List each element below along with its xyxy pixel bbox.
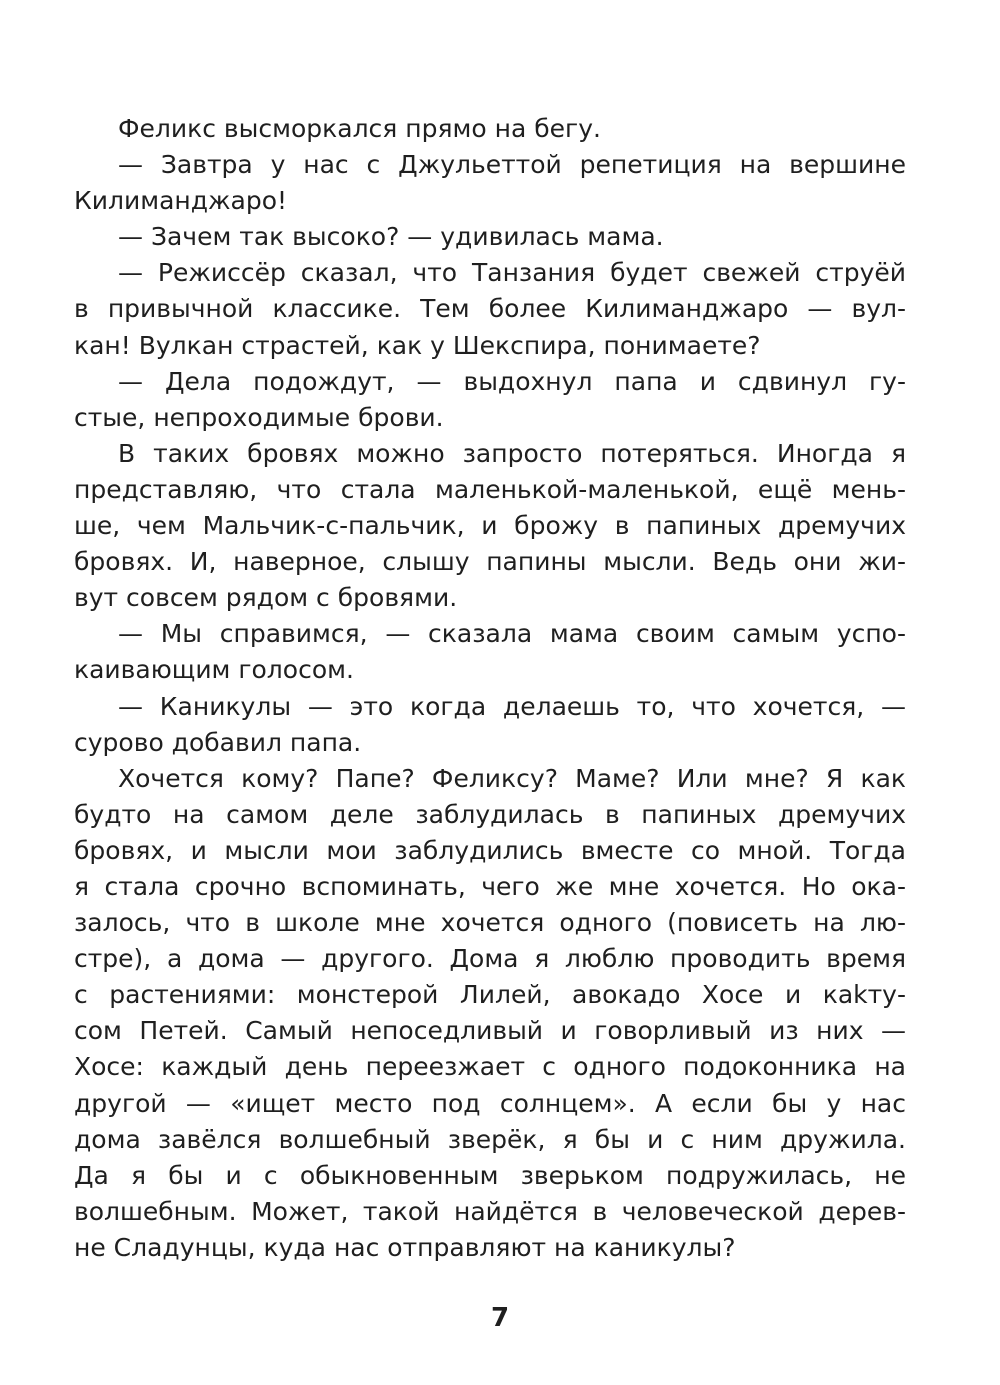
text-line: вут совсем рядом с бровями. bbox=[74, 583, 458, 613]
text-line: — Мы справимся, — сказала мама своим самым успо- bbox=[118, 619, 906, 649]
text-line: — Зачем так высоко? — удивилась мама. bbox=[118, 222, 664, 252]
text-line: Килиманджаро! bbox=[74, 186, 288, 216]
text-line: бровях. И, наверное, слышу папины мысли. Ведь они жи- bbox=[74, 547, 906, 577]
text-line: стые, непроходимые брови. bbox=[74, 402, 444, 432]
text-line: Хосе: каждый день переезжает с одного подоконника на bbox=[74, 1052, 906, 1082]
text-line: бровях, и мысли мои заблудились вместе со мной. Тогда bbox=[74, 835, 906, 865]
text-line: Феликс высморкался прямо на бегу. bbox=[118, 114, 601, 143]
text-line: В таких бровях можно запросто потеряться. Иногда я bbox=[118, 438, 906, 468]
text-line: — Дела подождут, — выдохнул папа и сдвинул гу- bbox=[118, 366, 906, 396]
text-line: не Сладунцы, куда нас отправляют на каникулы? bbox=[74, 1232, 736, 1262]
text-line: будто на самом деле заблудилась в папиных дремучих bbox=[74, 799, 906, 829]
text-line: ше, чем Мальчик-с-пальчик, и брожу в папиных дремучих bbox=[74, 511, 906, 541]
text-line: с растениями: монстерой Лилей, авокадо Хосе и кakту- bbox=[74, 980, 906, 1010]
text-line: представляю, что стала маленькой-маленькой, ещё мень- bbox=[74, 474, 906, 504]
text-line: — Каникулы — это когда делаешь то, что хочется, — bbox=[118, 691, 906, 721]
body-text bbox=[74, 111, 906, 1266]
text-line: дома завёлся волшебный зверёк, я бы и с ним дружила. bbox=[74, 1124, 906, 1154]
text-line: стре), а дома — другого. Дома я люблю проводить время bbox=[74, 944, 906, 974]
text-line: каивающим голосом. bbox=[74, 655, 354, 685]
text-line: Хочется кому? Папе? Феликсу? Маме? Или мне? Я как bbox=[118, 763, 906, 793]
text-line: Да я бы и с обыкновенным зверьком подружилась, не bbox=[74, 1160, 906, 1190]
text-line: кан! Вулкан страстей, как у Шекспира, понимаете? bbox=[74, 330, 761, 360]
text-line: сом Петей. Самый непоседливый и говорливый из них — bbox=[74, 1016, 906, 1046]
page-number: 7 bbox=[490, 1303, 510, 1333]
text-line: сурово добавил папа. bbox=[74, 727, 362, 757]
text-line: — Завтра у нас с Джульеттой репетиция на вершине bbox=[118, 150, 906, 180]
text-line: я стала срочно вспоминать, чего же мне хочется. Но ока- bbox=[74, 871, 906, 901]
text-line: волшебным. Может, такой найдётся в человеческой дерев- bbox=[74, 1196, 906, 1226]
text-line: — Режиссёр сказал, что Танзания будет свежей струёй bbox=[118, 258, 906, 288]
text-line: другой — «ищет место под солнцем». А если бы у нас bbox=[74, 1088, 906, 1118]
text-line: в привычной классике. Тем более Килиманджаро — вул- bbox=[74, 294, 906, 324]
text-line: залось, что в школе мне хочется одного (повисеть на лю- bbox=[74, 908, 906, 938]
